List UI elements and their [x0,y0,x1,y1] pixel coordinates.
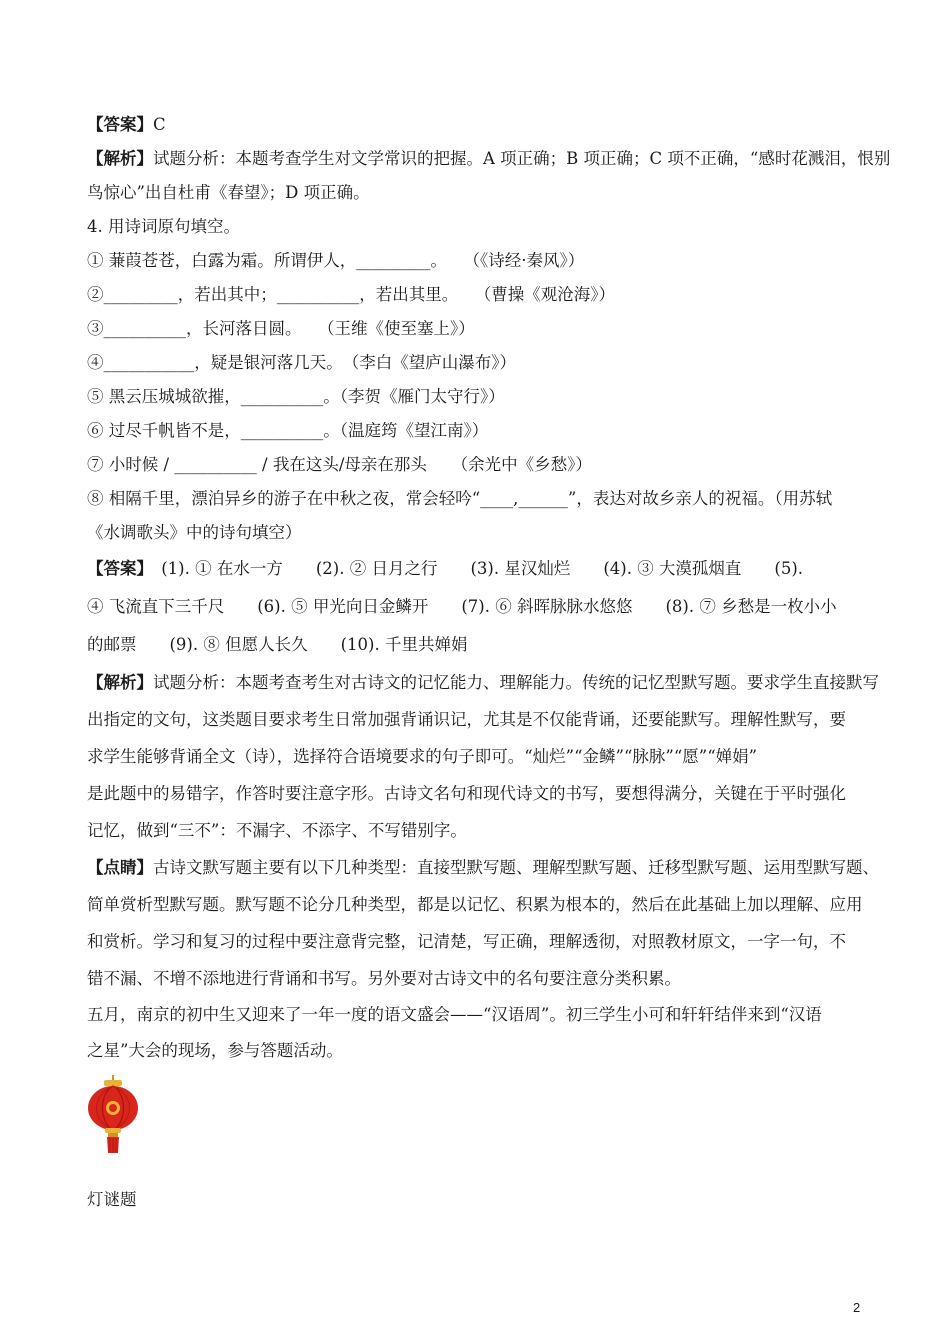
tip-label: 【点睛】 [87,858,153,877]
tip-4-line-4: 错不漏、不增不添地进行背诵和书写。另外要对古诗文中的名句要注意分类积累。 [87,969,681,988]
document-body [87,108,891,1069]
analysis-4-line-3: 求学生能够背诵全文（诗），选择符合语境要求的句子即可。“灿烂”“金鳞”“脉脉”“愿”“婵娟” [87,747,758,766]
analysis-3-line-2: 鸟惊心”出自杜甫《春望》；D 项正确。 [87,183,370,202]
answer-value: C [153,115,166,134]
analysis-4-label: 【解析】 [87,673,153,692]
question-4-item-7: ⑦ 小时候 / __________ / 我在这头/母亲在那头 （余光中《乡愁》） [87,455,592,474]
question-4-item-2: ②_________，若出其中；__________，若出其里。 （曹操《观沧海》） [87,285,615,304]
answer-label: 【答案】 [87,115,153,134]
riddle-section-title: 灯谜题 [87,1190,137,1209]
answer-4-line-3: 的邮票 (9). ⑧ 但愿人长久 (10). 千里共婵娟 [87,635,468,654]
tip-4-line-2: 简单赏析型默写题。默写题不论分几种类型，都是以记忆、积累为根本的，然后在此基础上加以理解、应用 [87,895,863,914]
analysis-3-line-1: 【解析】试题分析：本题考查学生对文学常识的把握。A 项正确；B 项正确；C 项不正确，“感时花溅泪，恨别 [87,149,891,168]
analysis-4-line-4: 是此题中的易错字，作答时要注意字形。古诗文名句和现代诗文的书写，要想得满分，关键在于平时强化 [87,784,846,803]
analysis-4-line-1: 【解析】试题分析：本题考查考生对古诗文的记忆能力、理解能力。传统的记忆型默写题。要求学生直接默写 [87,673,879,692]
tip-4-line-3: 和赏析。学习和复习的过程中要注意背完整，记清楚，写正确，理解透彻，对照教材原文，一字一句，不 [87,932,846,951]
red-lantern-icon [85,1075,141,1155]
question-4-title: 4. 用诗词原句填空。 [87,217,240,236]
tip-4-line-1: 【点睛】古诗文默写题主要有以下几种类型：直接型默写题、理解型默写题、迁移型默写题、运用型默写题、 [87,858,879,877]
question-4-item-6: ⑥ 过尽千帆皆不是，__________。（温庭筠《望江南》） [87,421,489,440]
question-4-item-8-cont: 《水调歌头》中的诗句填空） [87,523,302,542]
question-4-item-8: ⑧ 相隔千里，漂泊异乡的游子在中秋之夜，常会轻吟“____,______”，表达对故乡亲人的祝福。（用苏轼 [87,489,833,508]
analysis-label: 【解析】 [87,149,153,168]
answer-3-line [87,108,867,142]
question-4-item-5: ⑤ 黑云压城城欲摧，__________。（李贺《雁门太守行》） [87,387,505,406]
answer-4-line-2: ④ 飞流直下三千尺 (6). ⑤ 甲光向日金鳞开 (7). ⑥ 斜晖脉脉水悠悠 (8). ⑦ 乡愁是一枚小小 [87,597,837,616]
page-number: 2 [853,1300,861,1315]
answer-4-label: 【答案】 [87,559,145,578]
question-4-item-4: ④___________，疑是银河落几天。 （李白《望庐山瀑布》） [87,353,516,372]
analysis-4-line-5: 记忆，做到“三不”：不漏字、不添字、不写错别字。 [87,821,467,840]
question-4-item-1: ① 蒹葭苍苍，白露为霜。所谓伊人，_________。 （《诗经·秦风》） [87,251,585,270]
answer-4-line-1: 【答案】 (1). ① 在水一方 (2). ② 日月之行 (3). 星汉灿烂 (4). ③ 大漠孤烟直 (5). [87,559,804,578]
intro-line-2: 之星”大会的现场，参与答题活动。 [87,1041,343,1060]
intro-line-1: 五月，南京的初中生又迎来了一年一度的语文盛会——“汉语周”。初三学生小可和轩轩结伴来到“汉语 [87,1005,822,1024]
analysis-4-line-2: 出指定的文句，这类题目要求考生日常加强背诵识记，尤其是不仅能背诵，还要能默写。理解性默写，要 [87,710,846,729]
question-4-item-3: ③__________，长河落日圆。 （王维《使至塞上》） [87,319,475,338]
